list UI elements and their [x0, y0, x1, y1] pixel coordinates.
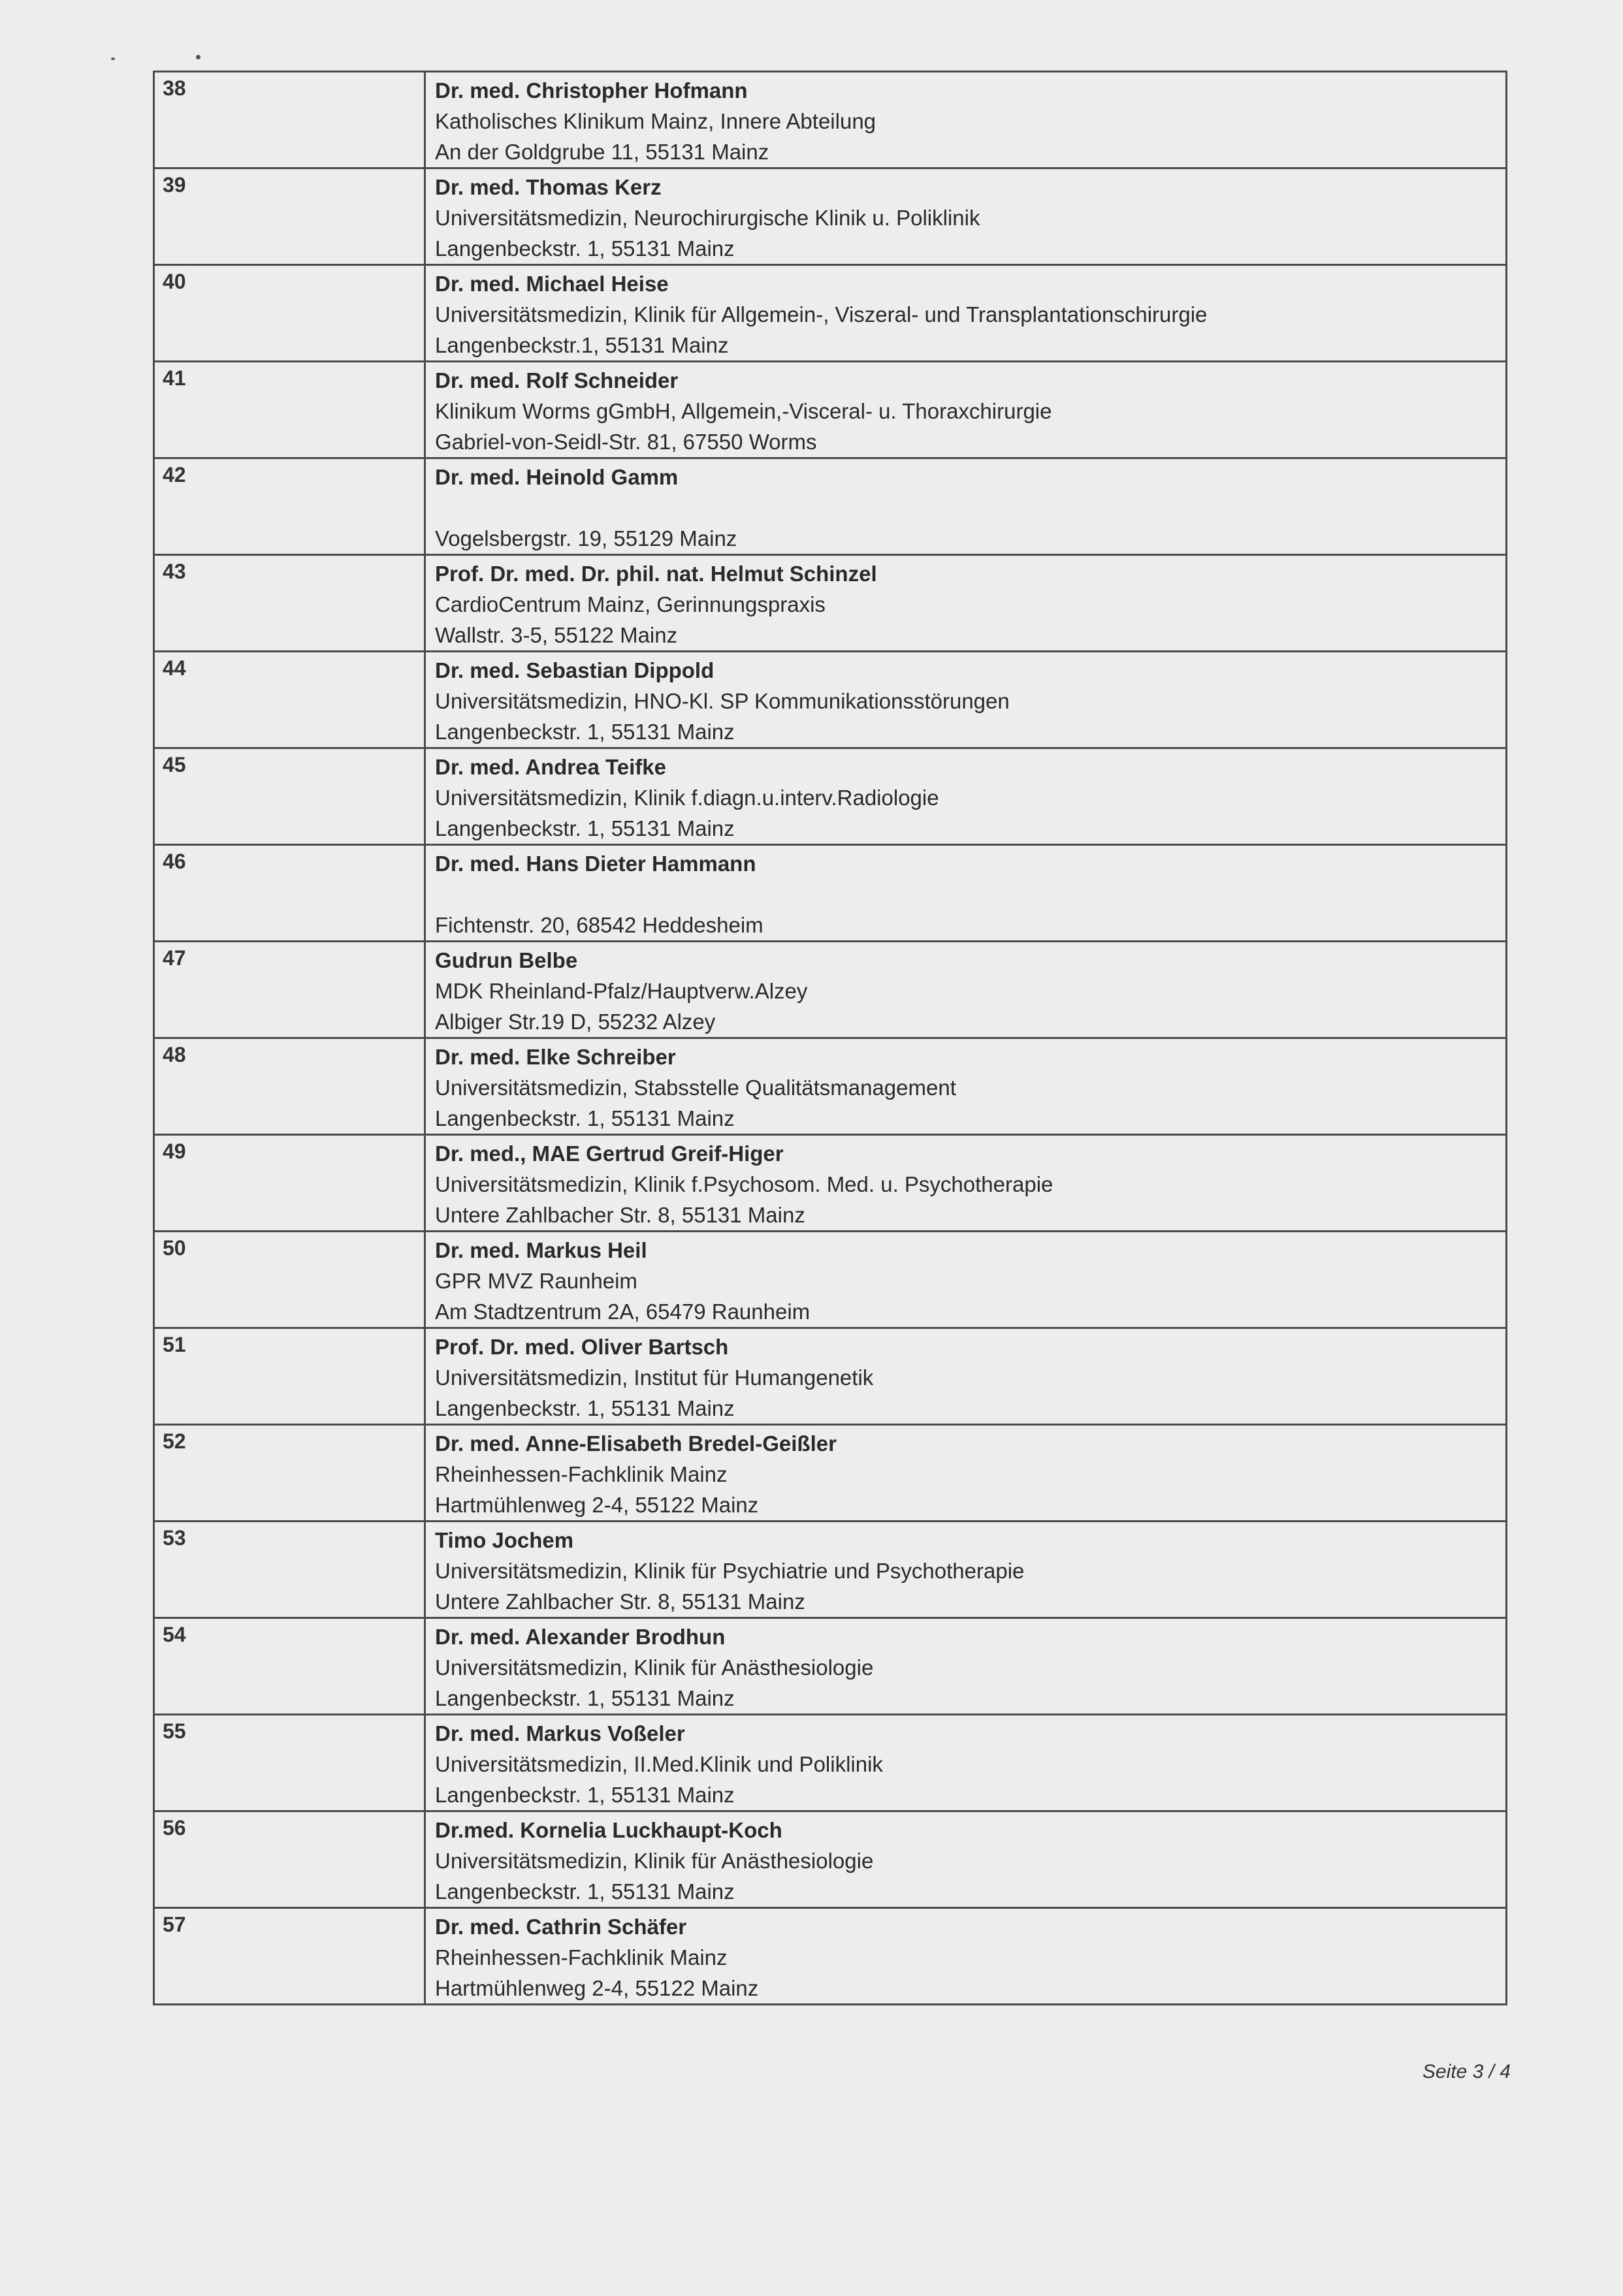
entry-name: Dr. med. Christopher Hofmann	[435, 78, 748, 103]
entry-number: 53	[154, 1522, 425, 1618]
entry-number: 46	[154, 845, 425, 942]
entry-institution: Universitätsmedizin, Klinik für Anästhesiologie	[435, 1849, 874, 1873]
entry-name: Dr. med. Markus Voßeler	[435, 1721, 685, 1746]
entry-details	[425, 1038, 1507, 1135]
entry-address: Langenbeckstr. 1, 55131 Mainz	[435, 1783, 735, 1807]
entry-institution: Universitätsmedizin, Klinik f.diagn.u.interv.Radiologie	[435, 786, 939, 810]
table-row	[154, 1135, 1507, 1232]
entry-number: 47	[154, 942, 425, 1038]
entry-number: 41	[154, 362, 425, 458]
entry-institution: Rheinhessen-Fachklinik Mainz	[435, 1462, 728, 1486]
entry-number: 44	[154, 652, 425, 748]
table-row	[154, 555, 1507, 652]
entry-name: Dr. med. Sebastian Dippold	[435, 658, 715, 682]
entry-address: An der Goldgrube 11, 55131 Mainz	[435, 140, 769, 164]
entry-number: 38	[154, 72, 425, 168]
entry-institution: Universitätsmedizin, Stabsstelle Qualitätsmanagement	[435, 1076, 956, 1100]
entry-details	[425, 1232, 1507, 1328]
entry-address: Hartmühlenweg 2-4, 55122 Mainz	[435, 1493, 759, 1517]
table-row	[154, 1811, 1507, 1908]
participant-table	[153, 71, 1507, 2005]
entry-name: Dr. med. Andrea Teifke	[435, 755, 666, 779]
entry-address: Am Stadtzentrum 2A, 65479 Raunheim	[435, 1299, 811, 1324]
entry-details	[425, 652, 1507, 748]
entry-institution: Universitätsmedizin, Klinik für Anästhesiologie	[435, 1655, 874, 1680]
entry-number: 56	[154, 1811, 425, 1908]
entry-details	[425, 168, 1507, 265]
entry-name: Dr. med. Rolf Schneider	[435, 368, 679, 392]
page-number: Seite 3 / 4	[1422, 2061, 1511, 2082]
entry-institution: Universitätsmedizin, Institut für Humangenetik	[435, 1365, 874, 1390]
entry-number: 51	[154, 1328, 425, 1425]
entry-institution: Universitätsmedizin, Neurochirurgische Klinik u. Poliklinik	[435, 206, 980, 230]
entry-number: 55	[154, 1715, 425, 1811]
table-row	[154, 1232, 1507, 1328]
entry-details	[425, 1811, 1507, 1908]
entry-address: Langenbeckstr. 1, 55131 Mainz	[435, 1879, 735, 1904]
entry-number: 42	[154, 458, 425, 555]
entry-number: 45	[154, 748, 425, 845]
entry-number: 52	[154, 1425, 425, 1522]
entry-institution: Katholisches Klinikum Mainz, Innere Abteilung	[435, 109, 876, 133]
entry-institution: Universitätsmedizin, II.Med.Klinik und Poliklinik	[435, 1752, 883, 1776]
entry-details	[425, 1328, 1507, 1425]
table-row	[154, 1715, 1507, 1811]
entry-institution: MDK Rheinland-Pfalz/Hauptverw.Alzey	[435, 979, 808, 1003]
entry-institution: GPR MVZ Raunheim	[435, 1269, 637, 1293]
table-row	[154, 265, 1507, 362]
scan-speck	[196, 55, 201, 59]
table-row	[154, 652, 1507, 748]
entry-name: Dr. med. Hans Dieter Hammann	[435, 852, 756, 876]
entry-name: Dr. med. Thomas Kerz	[435, 175, 662, 199]
table-row	[154, 942, 1507, 1038]
table-row	[154, 845, 1507, 942]
entry-number: 50	[154, 1232, 425, 1328]
entry-name: Timo Jochem	[435, 1528, 574, 1552]
entry-address: Albiger Str.19 D, 55232 Alzey	[435, 1010, 716, 1034]
entry-address: Untere Zahlbacher Str. 8, 55131 Mainz	[435, 1589, 805, 1614]
table-row	[154, 1425, 1507, 1522]
table-row	[154, 748, 1507, 845]
entry-address: Langenbeckstr. 1, 55131 Mainz	[435, 816, 735, 840]
entry-number: 40	[154, 265, 425, 362]
entry-number: 39	[154, 168, 425, 265]
entry-name: Dr. med. Anne-Elisabeth Bredel-Geißler	[435, 1431, 837, 1456]
entry-name: Gudrun Belbe	[435, 948, 578, 972]
entry-address: Langenbeckstr. 1, 55131 Mainz	[435, 236, 735, 261]
entry-address: Langenbeckstr. 1, 55131 Mainz	[435, 1396, 735, 1420]
table-row	[154, 1038, 1507, 1135]
entry-details	[425, 1425, 1507, 1522]
entry-address: Gabriel-von-Seidl-Str. 81, 67550 Worms	[435, 430, 817, 454]
entry-details	[425, 1715, 1507, 1811]
entry-institution: Universitätsmedizin, Klinik für Psychiatrie und Psychotherapie	[435, 1559, 1025, 1583]
entry-institution: Klinikum Worms gGmbH, Allgemein,-Visceral- u. Thoraxchirurgie	[435, 399, 1052, 423]
entry-details	[425, 362, 1507, 458]
table-row	[154, 168, 1507, 265]
table-row	[154, 1908, 1507, 2005]
entry-address: Wallstr. 3-5, 55122 Mainz	[435, 623, 678, 647]
entry-details	[425, 72, 1507, 168]
entry-address: Untere Zahlbacher Str. 8, 55131 Mainz	[435, 1203, 805, 1227]
table-row	[154, 72, 1507, 168]
entry-details	[425, 748, 1507, 845]
entry-number: 43	[154, 555, 425, 652]
entry-number: 48	[154, 1038, 425, 1135]
entry-institution: Rheinhessen-Fachklinik Mainz	[435, 1945, 728, 1969]
entry-name: Dr. med. Elke Schreiber	[435, 1045, 676, 1069]
table-row	[154, 1328, 1507, 1425]
scan-speck	[111, 57, 115, 60]
entry-details	[425, 1135, 1507, 1232]
entry-details	[425, 265, 1507, 362]
entry-address: Fichtenstr. 20, 68542 Heddesheim	[435, 913, 763, 937]
entry-institution: Universitätsmedizin, Klinik für Allgemein-, Viszeral- und Transplantationschirurgie	[435, 302, 1208, 327]
entry-name: Dr.med. Kornelia Luckhaupt-Koch	[435, 1818, 782, 1842]
entry-institution	[435, 879, 1505, 910]
entry-name: Dr. med. Markus Heil	[435, 1238, 647, 1262]
entry-details	[425, 1618, 1507, 1715]
entry-details	[425, 555, 1507, 652]
entry-number: 54	[154, 1618, 425, 1715]
entry-institution: Universitätsmedizin, Klinik f.Psychosom. Med. u. Psychotherapie	[435, 1172, 1053, 1196]
entry-name: Dr. med. Cathrin Schäfer	[435, 1915, 687, 1939]
entry-number: 49	[154, 1135, 425, 1232]
entry-details	[425, 1908, 1507, 2005]
entry-name: Dr. med. Heinold Gamm	[435, 465, 679, 489]
entry-name: Dr. med. Alexander Brodhun	[435, 1625, 726, 1649]
entry-name: Prof. Dr. med. Dr. phil. nat. Helmut Schinzel	[435, 562, 877, 586]
table-row	[154, 1522, 1507, 1618]
entry-address: Langenbeckstr. 1, 55131 Mainz	[435, 720, 735, 744]
entry-institution: CardioCentrum Mainz, Gerinnungspraxis	[435, 592, 826, 616]
entry-address: Langenbeckstr.1, 55131 Mainz	[435, 333, 729, 357]
entry-details	[425, 942, 1507, 1038]
table-row	[154, 1618, 1507, 1715]
entry-details	[425, 1522, 1507, 1618]
entry-name: Dr. med. Michael Heise	[435, 272, 669, 296]
entry-details	[425, 845, 1507, 942]
entry-number: 57	[154, 1908, 425, 2005]
entry-name: Dr. med., MAE Gertrud Greif-Higer	[435, 1141, 784, 1166]
entry-institution	[435, 492, 1505, 523]
entry-name: Prof. Dr. med. Oliver Bartsch	[435, 1335, 729, 1359]
entry-address: Vogelsbergstr. 19, 55129 Mainz	[435, 526, 737, 550]
table-row	[154, 362, 1507, 458]
table-row	[154, 458, 1507, 555]
entry-address: Hartmühlenweg 2-4, 55122 Mainz	[435, 1976, 759, 2000]
entry-details	[425, 458, 1507, 555]
entry-address: Langenbeckstr. 1, 55131 Mainz	[435, 1686, 735, 1710]
entry-institution: Universitätsmedizin, HNO-Kl. SP Kommunikationsstörungen	[435, 689, 1010, 713]
entry-address: Langenbeckstr. 1, 55131 Mainz	[435, 1106, 735, 1130]
table-body	[154, 72, 1507, 2005]
